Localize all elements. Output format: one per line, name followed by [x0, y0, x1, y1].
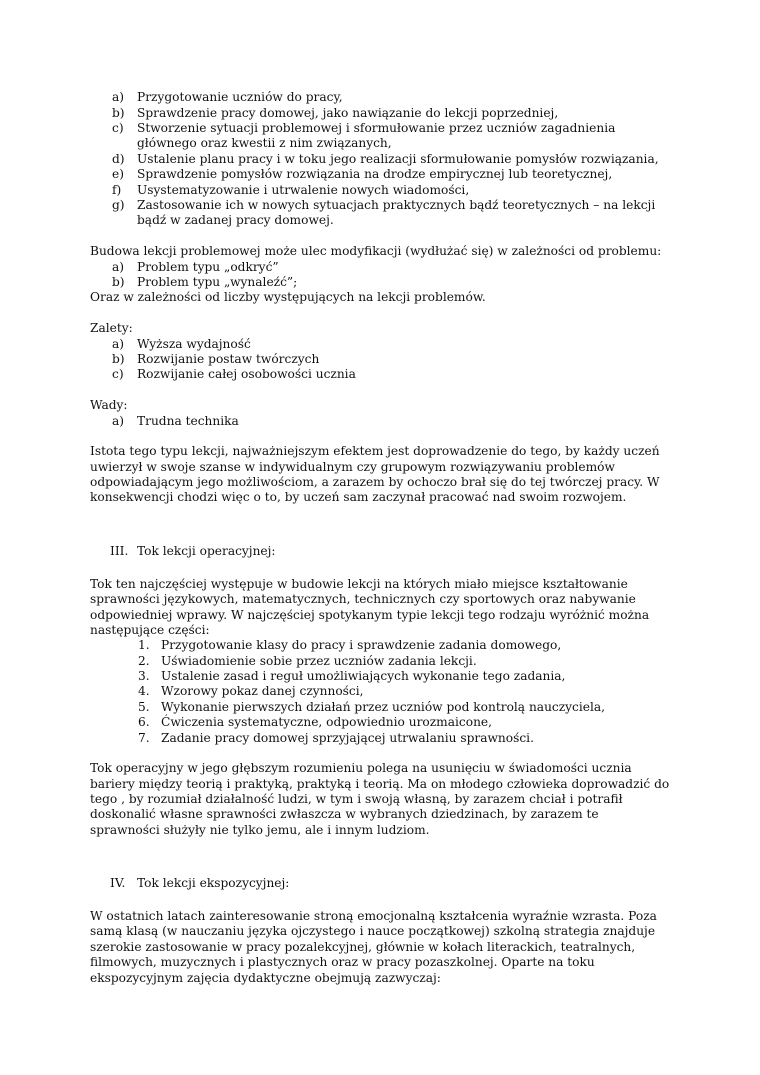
paragraph-line: Tok ten najczęściej występuje w budowie lekcji na których miało miejsce kształtowanie — [90, 577, 628, 591]
list-item: Wzorowy pokaz danej czynności, — [161, 684, 364, 698]
list-item: Stworzenie sytuacji problemowej i sformułowanie przez uczniów zagadnienia — [137, 121, 616, 135]
list-item: Zadanie pracy domowej sprzyjającej utrwalaniu sprawności. — [161, 731, 534, 745]
list-marker: g) — [112, 198, 125, 212]
paragraph-line: następujące części: — [90, 623, 210, 637]
wady-heading: Wady: — [90, 398, 128, 412]
list-marker: a) — [112, 260, 125, 274]
list-item: Uświadomienie sobie przez uczniów zadania lekcji. — [161, 654, 477, 668]
list-marker: 2. — [138, 654, 150, 668]
list-marker: c) — [112, 367, 124, 381]
list-item: Wykonanie pierwszych działań przez uczniów pod kontrolą nauczyciela, — [161, 700, 606, 714]
list-item: Przygotowanie uczniów do pracy, — [137, 90, 343, 104]
paragraph-line: uwierzył w swoje szanse w indywidualnym czy grupowym rozwiązywaniu problemów — [90, 460, 615, 474]
list-item: Sprawdzenie pomysłów rozwiązania na drodze empirycznej lub teoretycznej, — [137, 167, 613, 181]
paragraph-line: doskonalić własne sprawności zwłaszcza w wybranych dziedzinach, by zarazem te — [90, 807, 599, 821]
list-marker: 3. — [138, 669, 150, 683]
list-item-continuation: bądź w zadanej pracy domowej. — [137, 213, 334, 227]
list-item: Ustalenie zasad i reguł umożliwiających wykonanie tego zadania, — [161, 669, 566, 683]
list-marker: 1. — [138, 638, 150, 652]
list-item: Wyższa wydajność — [137, 337, 251, 351]
list-item: Problem typu „wynaleźć”; — [137, 275, 298, 289]
section-numeral: III. — [110, 544, 129, 558]
list-item: Usystematyzowanie i utrwalenie nowych wiadomości, — [137, 183, 470, 197]
list-marker: c) — [112, 121, 124, 135]
list-item: Rozwijanie całej osobowości ucznia — [137, 367, 356, 381]
paragraph-line: Istota tego typu lekcji, najważniejszym efektem jest doprowadzenie do tego, by każdy uczeń — [90, 444, 660, 458]
zalety-heading: Zalety: — [90, 321, 133, 335]
paragraph-line: Oraz w zależności od liczby występujących na lekcji problemów. — [90, 290, 486, 304]
paragraph-line: Budowa lekcji problemowej może ulec modyfikacji (wydłużać się) w zależności od problemu: — [90, 244, 662, 258]
list-item: Rozwijanie postaw twórczych — [137, 352, 320, 366]
list-item-continuation: głównego oraz kwestii z nim związanych, — [137, 136, 392, 150]
paragraph-line: sprawności służyły nie tylko jemu, ale i innym ludziom. — [90, 823, 430, 837]
paragraph-line: Tok operacyjny w jego głębszym rozumieniu polega na usunięciu w świadomości ucznia — [90, 761, 632, 775]
list-marker: b) — [112, 106, 125, 120]
paragraph-line: ekspozycyjnym zajęcia dydaktyczne obejmują zazwyczaj: — [90, 971, 441, 985]
paragraph-line: sprawności językowych, matematycznych, technicznych czy sportowych oraz nabywanie — [90, 592, 636, 606]
list-marker: f) — [112, 183, 122, 197]
paragraph-line: bariery między teorią i praktyką, praktyką i teorią. Ma on młodego człowieka doprowadzić do — [90, 777, 670, 791]
paragraph-line: odpowiadającym jego możliwościom, a zarazem by ochoczo brał się do tej twórczej pracy. W — [90, 475, 660, 489]
list-marker: 5. — [138, 700, 150, 714]
section-heading: Tok lekcji operacyjnej: — [137, 544, 276, 558]
paragraph-line: samą klasą (w nauczaniu języka ojczystego i nauce początkowej) szkolną strategia znajduje — [90, 924, 656, 938]
list-marker: b) — [112, 275, 125, 289]
list-marker: a) — [112, 414, 125, 428]
list-marker: d) — [112, 152, 125, 166]
list-marker: b) — [112, 352, 125, 366]
list-marker: 6. — [138, 715, 150, 729]
list-item: Sprawdzenie pracy domowej, jako nawiązanie do lekcji poprzedniej, — [137, 106, 559, 120]
list-marker: 7. — [138, 731, 150, 745]
paragraph-line: odpowiedniej wprawy. W najczęściej spotykanym typie lekcji tego rodzaju wyróżnić można — [90, 608, 650, 622]
list-item: Zastosowanie ich w nowych sytuacjach praktycznych bądź teoretycznych – na lekcji — [137, 198, 656, 212]
list-marker: a) — [112, 337, 125, 351]
list-marker: a) — [112, 90, 125, 104]
section-heading: Tok lekcji ekspozycyjnej: — [137, 876, 290, 890]
list-item: Ćwiczenia systematyczne, odpowiednio urozmaicone, — [161, 715, 493, 729]
section-numeral: IV. — [110, 876, 126, 890]
paragraph-line: tego , by rozumiał działalność ludzi, w tym i swoją własną, by zarazem chciał i potrafił — [90, 792, 623, 806]
paragraph-line: szerokie zastosowanie w pracy pozalekcyjnej, głównie w kołach literackich, teatralnych, — [90, 940, 636, 954]
paragraph-line: W ostatnich latach zainteresowanie stroną emocjonalną kształcenia wyraźnie wzrasta. Poza — [90, 909, 657, 923]
list-item: Problem typu „odkryć” — [137, 260, 279, 274]
list-item: Przygotowanie klasy do pracy i sprawdzenie zadania domowego, — [161, 638, 562, 652]
list-marker: 4. — [138, 684, 150, 698]
list-item: Ustalenie planu pracy i w toku jego realizacji sformułowanie pomysłów rozwiązania, — [137, 152, 659, 166]
list-marker: e) — [112, 167, 124, 181]
list-item: Trudna technika — [137, 414, 239, 428]
paragraph-line: filmowych, muzycznych i plastycznych oraz w pracy pozaszkolnej. Oparte na toku — [90, 955, 595, 969]
paragraph-line: konsekwencji chodzi więc o to, by uczeń sam zaczynał pracować nad swoim rozwojem. — [90, 490, 627, 504]
